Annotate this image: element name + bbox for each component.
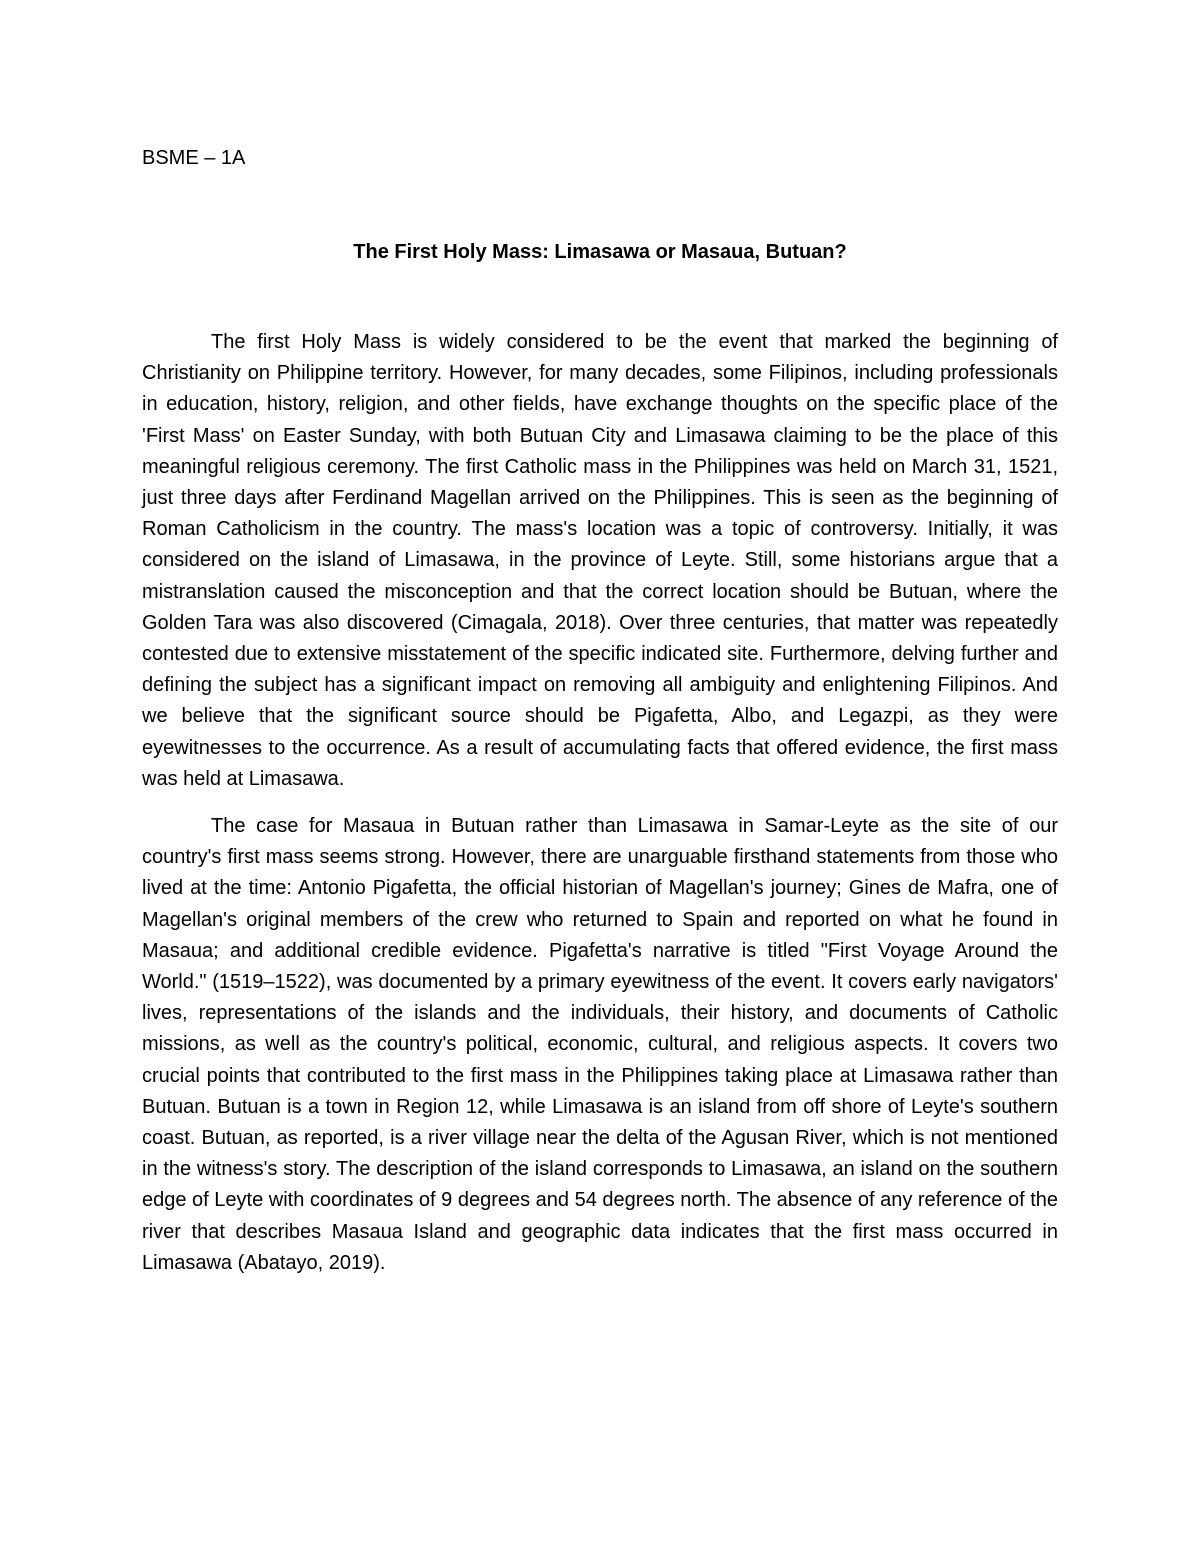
body-paragraph: The first Holy Mass is widely considered to be the event that marked the beginning of Christianity on Philippine territory. However, for many decades, some Filipinos, including professionals in education, history, religion, and other fields, have exchange thoughts on the specific place of the 'First Mass' on Easter Sunday, with both Butuan City and Limasawa claiming to be the place of this meaningful religious ceremony. The first Catholic mass in the Philippines was held on March 31, 1521, just three days after Ferdinand Magellan arrived on the Philippines. This is seen as the beginning of Roman Catholicism in the country. The mass's location was a topic of controversy. Initially, it was considered on the island of Limasawa, in the province of Leyte. Still, some historians argue that a mistranslation caused the misconception and that the correct location should be Butuan, where the Golden Tara was also discovered (Cimagala, 2018). Over three centuries, that matter was repeatedly contested due to extensive misstatement of the specific indicated site. Furthermore, delving further and defining the subject has a significant impact on removing all ambiguity and enlightening Filipinos. And we believe that the significant source should be Pigafetta, Albo, and Legazpi, as they were eyewitnesses to the occurrence. As a result of accumulating facts that offered evidence, the first mass was held at Limasawa. (142, 331, 1058, 790)
document-title: The First Holy Mass: Limasawa or Masaua, Butuan? (353, 241, 847, 263)
document-body (142, 327, 1058, 1279)
class-section-label: BSME – 1A (142, 147, 246, 169)
body-paragraph: The case for Masaua in Butuan rather than Limasawa in Samar-Leyte as the site of our country's first mass seems strong. However, there are unarguable firsthand statements from those who lived at the time: Antonio Pigafetta, the official historian of Magellan's journey; Gines de Mafra, one of Magellan's original members of the crew who returned to Spain and reported on what he found in Masaua; and additional credible evidence. Pigafetta's narrative is titled "First Voyage Around the World." (1519–1522), was documented by a primary eyewitness of the event. It covers early navigators' lives, representations of the islands and the individuals, their history, and documents of Catholic missions, as well as the country's political, economic, cultural, and religious aspects. It covers two crucial points that contributed to the first mass in the Philippines taking place at Limasawa rather than Butuan. Butuan is a town in Region 12, while Limasawa is an island from off shore of Leyte's southern coast. Butuan, as reported, is a river village near the delta of the Agusan River, which is not mentioned in the witness's story. The description of the island corresponds to Limasawa, an island on the southern edge of Leyte with coordinates of 9 degrees and 54 degrees north. The absence of any reference of the river that describes Masaua Island and geographic data indicates that the first mass occurred in Limasawa (Abatayo, 2019). (142, 815, 1058, 1274)
